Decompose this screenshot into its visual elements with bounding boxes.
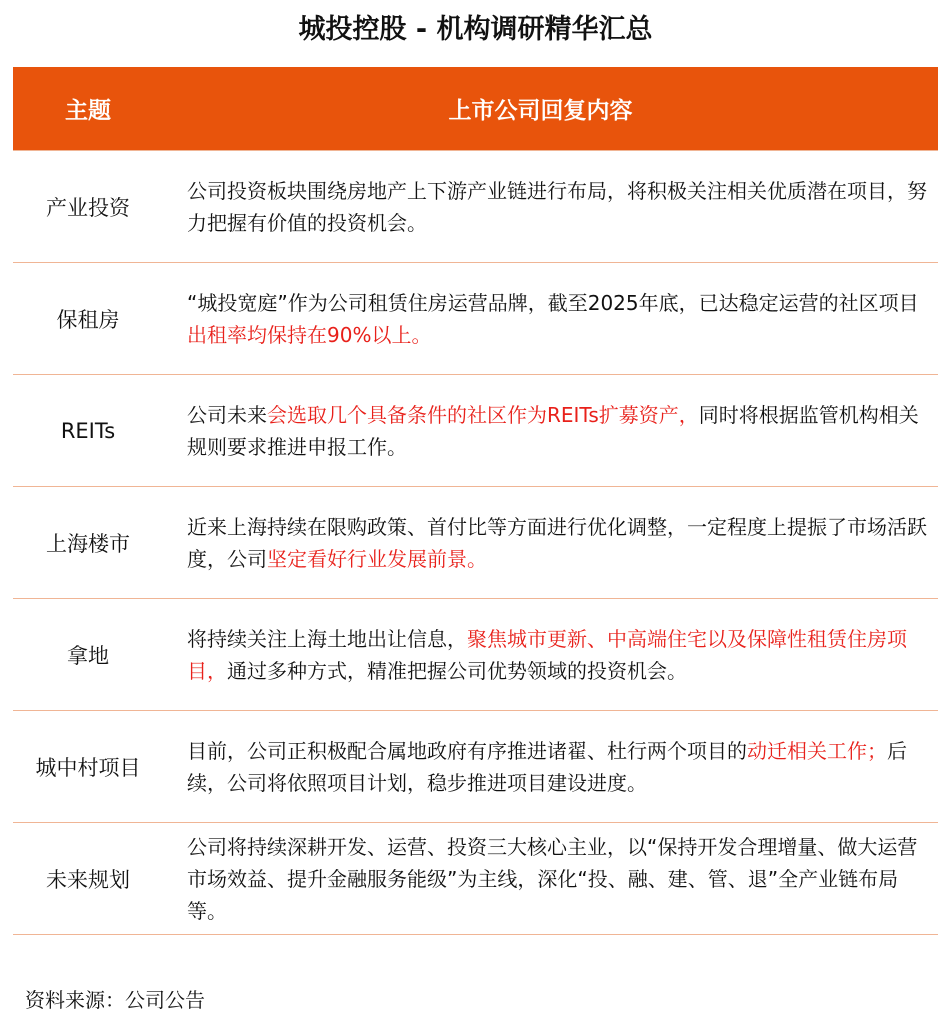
content-text: 公司未来: [187, 402, 267, 427]
content-text: “城投宽庭”作为公司租赁住房运营品牌，截至2025年底，已达稳定运营的社区项目: [187, 290, 919, 315]
content-text: 将持续关注上海土地出让信息，: [187, 626, 467, 651]
row-topic: REITs: [60, 418, 116, 443]
summary-table: [13, 67, 938, 935]
content-text: 同时将根据监管机构相关规则要求推进申报工作。: [187, 402, 919, 459]
table-row: [13, 599, 938, 711]
row-content: [163, 623, 938, 687]
row-topic: 产业投资: [46, 195, 130, 220]
table-row: [13, 375, 938, 487]
content-text: 通过多种方式，精准把握公司优势领域的投资机会。: [227, 658, 687, 683]
highlight-text: 聚焦城市更新、中高端住宅以及保障性租赁住房项目，: [187, 626, 907, 683]
row-content: [163, 399, 938, 463]
row-topic: 拿地: [67, 643, 109, 668]
table-row: [13, 711, 938, 823]
content-text: 公司将持续深耕开发、运营、投资三大核心主业，以“保持开发合理增量、做大运营市场效益、提升金融服务能级”为主线，深化“投、融、建、管、退”全产业链布局等。: [187, 834, 918, 923]
row-content: [163, 175, 938, 239]
table-row: [13, 151, 938, 263]
row-topic: 保租房: [56, 307, 120, 332]
table-body: [13, 150, 938, 935]
row-content: [163, 831, 938, 927]
content-text: 后续，公司将依照项目计划，稳步推进项目建设进度。: [187, 738, 907, 795]
header-topic: 主题: [65, 98, 111, 124]
table-header: [13, 67, 938, 150]
highlight-text: 出租率均保持在90%以上。: [187, 322, 432, 347]
header-content: 上市公司回复内容: [448, 98, 633, 124]
table-row: [13, 823, 938, 935]
row-topic: 城中村项目: [35, 755, 141, 780]
content-text: 目前，公司正积极配合属地政府有序推进诸翟、杜行两个项目的: [187, 738, 747, 763]
highlight-text: 会选取几个具备条件的社区作为REITs扩募资产，: [267, 402, 699, 427]
highlight-text: 坚定看好行业发展前景。: [267, 546, 487, 571]
highlight-text: 动迁相关工作；: [747, 738, 887, 763]
row-content: [163, 511, 938, 575]
row-content: [163, 287, 938, 351]
table-row: [13, 263, 938, 375]
row-topic: 未来规划: [46, 867, 130, 892]
row-content: [163, 735, 938, 799]
page-title: 城投控股 - 机构调研精华汇总: [298, 14, 653, 45]
content-text: 公司投资板块围绕房地产上下游产业链进行布局，将积极关注相关优质潜在项目，努力把握有价值的投资机会。: [187, 178, 927, 235]
source-note: 资料来源：公司公告: [25, 988, 205, 1012]
table-row: [13, 487, 938, 599]
row-topic: 上海楼市: [46, 531, 130, 556]
content-text: 近来上海持续在限购政策、首付比等方面进行优化调整，一定程度上提振了市场活跃度，公司: [187, 514, 927, 571]
